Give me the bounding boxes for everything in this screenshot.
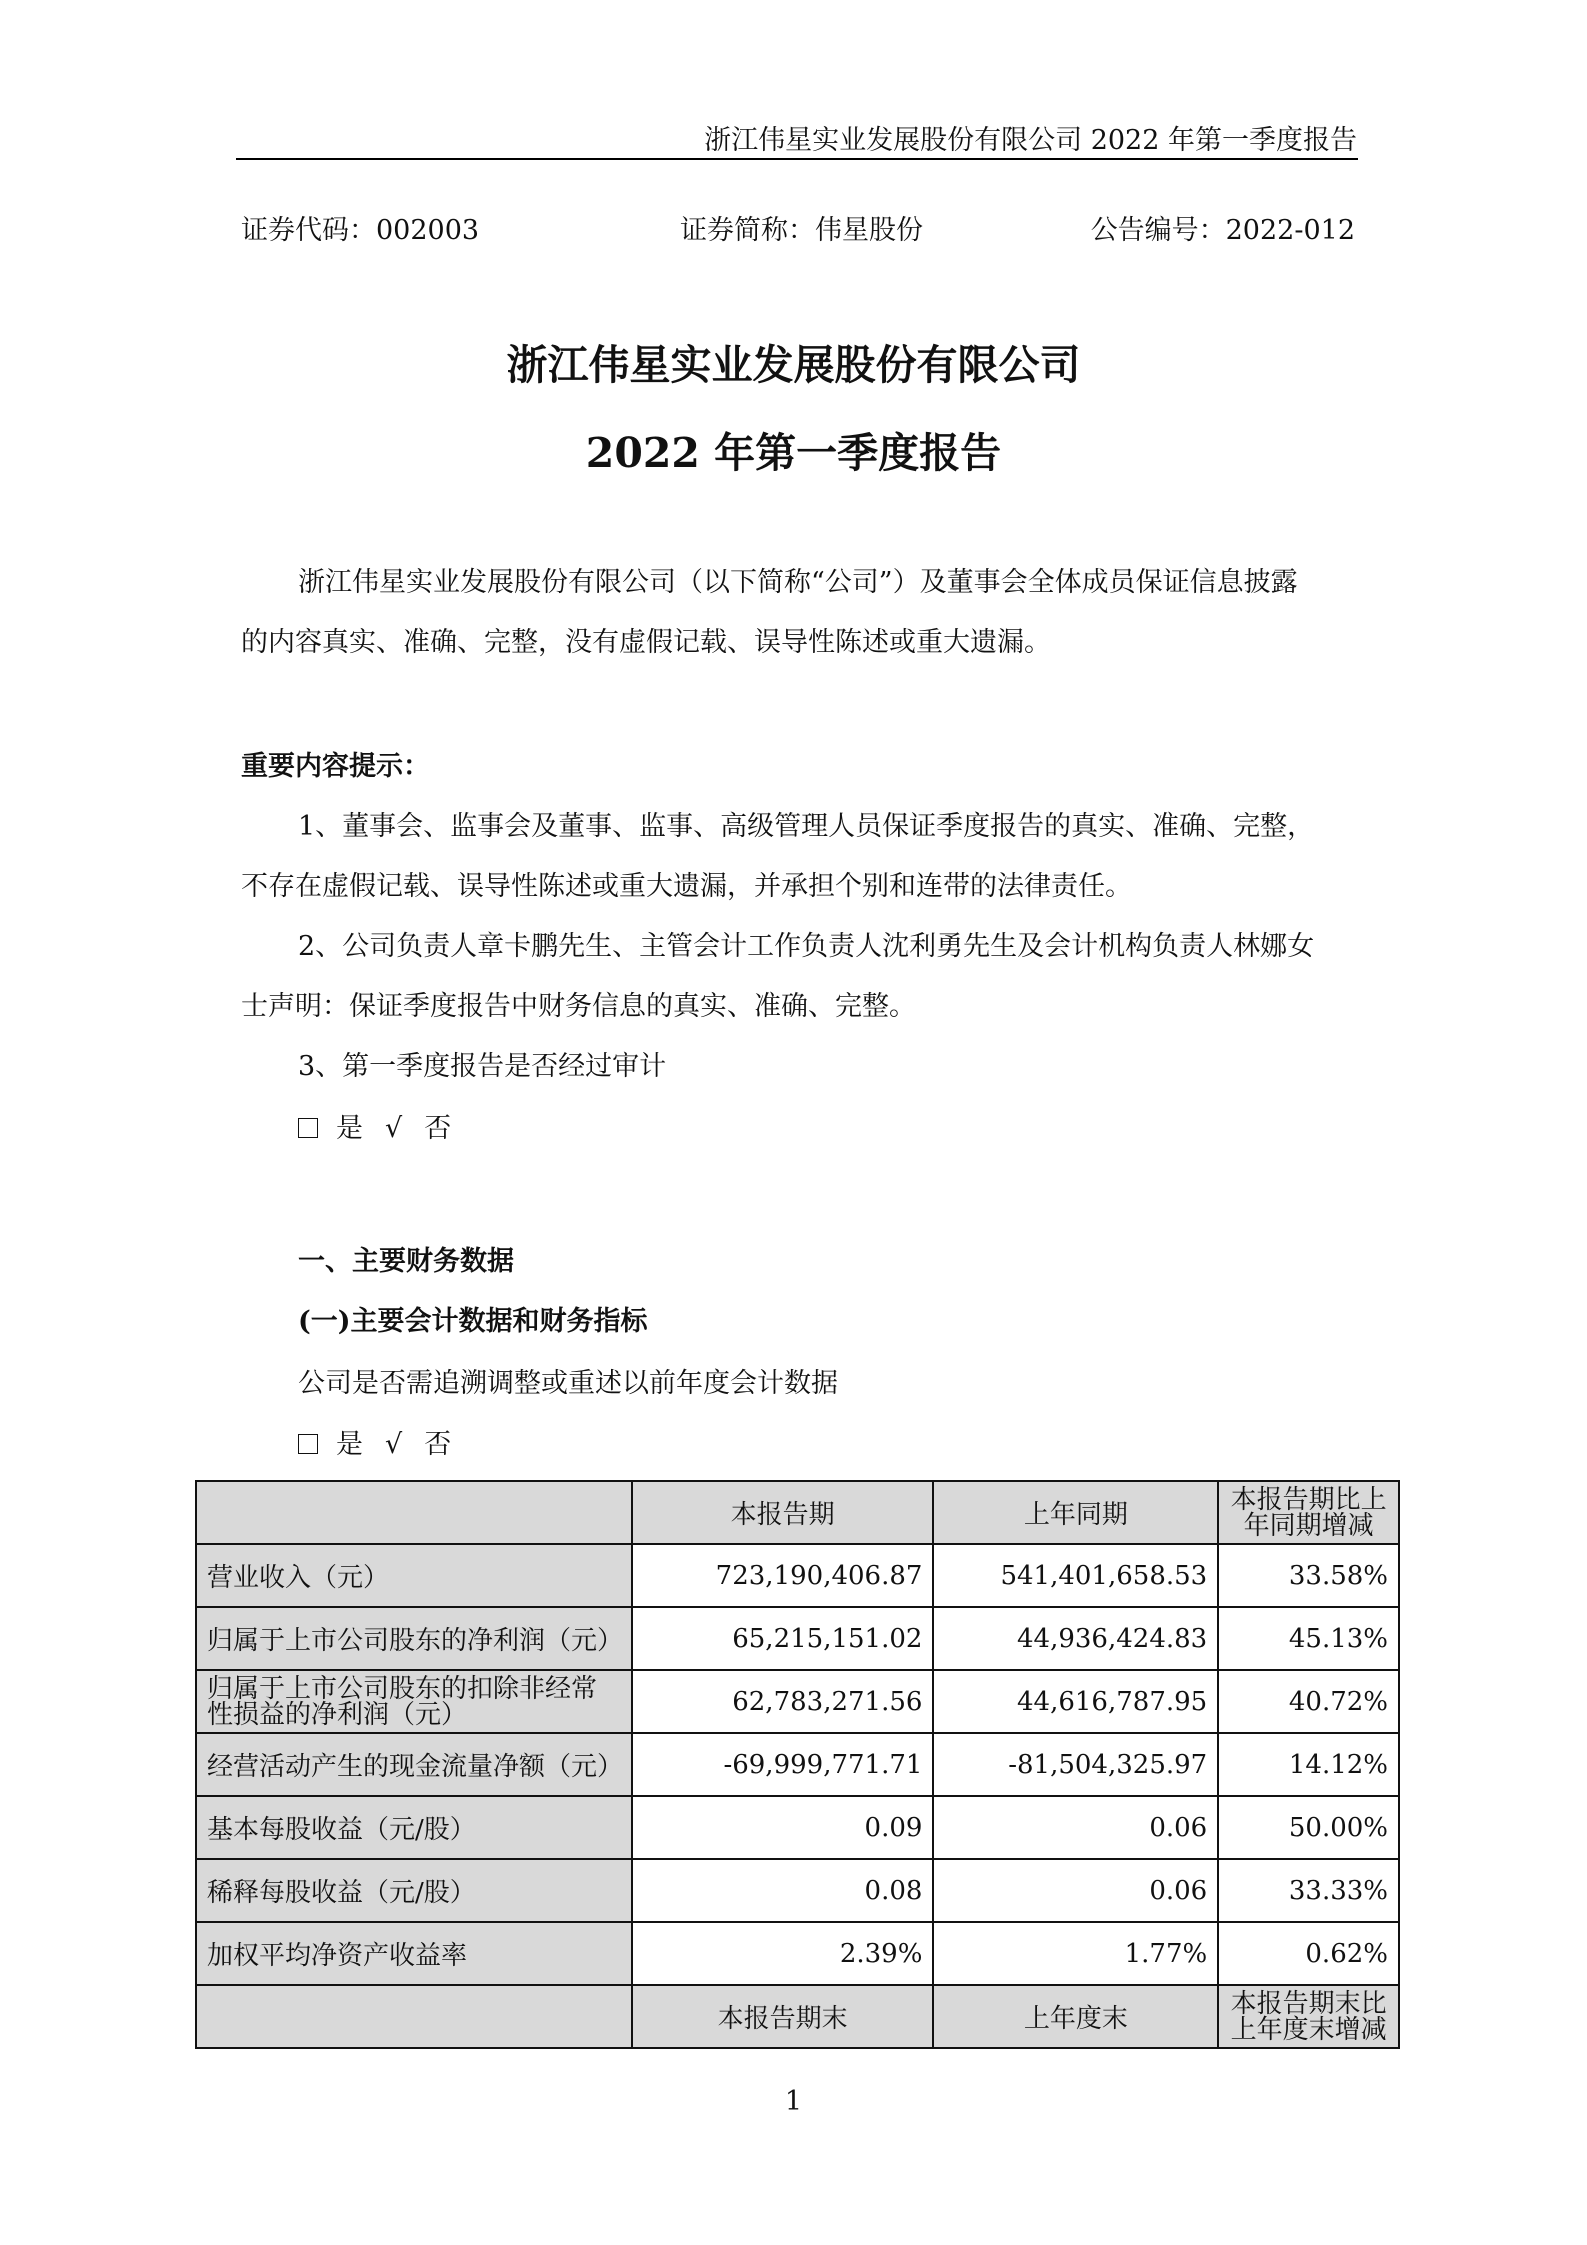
prior-value: 44,616,787.95 <box>933 1670 1218 1733</box>
yes-label: 是 <box>336 1429 363 1460</box>
header-rule <box>236 158 1358 160</box>
change-value: 50.00% <box>1218 1796 1399 1859</box>
check-mark-icon: √ <box>385 1429 403 1460</box>
notice-item-3: 3、第一季度报告是否经过审计 <box>298 1051 667 1082</box>
no-label: 否 <box>424 1429 452 1460</box>
document-title-report: 2022 年第一季度报告 <box>585 429 1002 477</box>
table-row <box>196 1733 1399 1796</box>
yes-label: 是 <box>336 1113 363 1144</box>
prior-value: 1.77% <box>933 1922 1218 1985</box>
checkbox-yes <box>298 1434 318 1454</box>
table-row <box>196 1796 1399 1859</box>
section-heading-financial-data: 一、主要财务数据 <box>298 1246 514 1277</box>
table-corner-cell <box>196 1481 632 1544</box>
prior-value: 0.06 <box>933 1796 1218 1859</box>
checkbox-yes <box>298 1118 318 1138</box>
change-value: 0.62% <box>1218 1922 1399 1985</box>
audit-choice <box>298 1099 451 1159</box>
intro-line-2: 的内容真实、准确、完整，没有虚假记载、误导性陈述或重大遗漏。 <box>241 627 1051 658</box>
subsection-heading: (一)主要会计数据和财务指标 <box>298 1306 648 1337</box>
prior-value: 541,401,658.53 <box>933 1544 1218 1607</box>
row-label: 归属于上市公司股东的净利润（元） <box>196 1607 632 1670</box>
current-value: 0.08 <box>632 1859 934 1922</box>
prior-value: 44,936,424.83 <box>933 1607 1218 1670</box>
restatement-choice <box>298 1415 451 1475</box>
no-label: 否 <box>424 1113 452 1144</box>
row-label: 营业收入（元） <box>196 1544 632 1607</box>
col-header-period-end: 本报告期末 <box>632 1985 934 2048</box>
check-mark-icon: √ <box>385 1113 403 1144</box>
table-row <box>196 1859 1399 1922</box>
table-row <box>196 1922 1399 1985</box>
col-header-change: 本报告期比上年同期增减 <box>1218 1481 1399 1544</box>
notice-number: 公告编号：2022-012 <box>1090 215 1355 246</box>
notice-item-1b: 不存在虚假记载、误导性陈述或重大遗漏，并承担个别和连带的法律责任。 <box>241 871 1132 902</box>
security-short-name: 证券简称：伟星股份 <box>680 215 923 246</box>
prior-value: -81,504,325.97 <box>933 1733 1218 1796</box>
running-header-title: 浙江伟星实业发展股份有限公司 2022 年第一季度报告 <box>704 125 1357 156</box>
current-value: 723,190,406.87 <box>632 1544 934 1607</box>
notice-heading: 重要内容提示： <box>241 751 430 782</box>
col-header-period-end-change: 本报告期末比上年度末增减 <box>1218 1985 1399 2048</box>
financial-data-table <box>195 1480 1400 2049</box>
table-corner-cell <box>196 1985 632 2048</box>
change-value: 33.58% <box>1218 1544 1399 1607</box>
prior-value: 0.06 <box>933 1859 1218 1922</box>
intro-line-1: 浙江伟星实业发展股份有限公司（以下简称“公司”）及董事会全体成员保证信息披露 <box>298 567 1298 598</box>
table-header-row <box>196 1481 1399 1544</box>
row-label: 经营活动产生的现金流量净额（元） <box>196 1733 632 1796</box>
row-label: 加权平均净资产收益率 <box>196 1922 632 1985</box>
change-value: 14.12% <box>1218 1733 1399 1796</box>
col-header-prior: 上年同期 <box>933 1481 1218 1544</box>
table-subheader-row <box>196 1985 1399 2048</box>
col-header-prior-year-end: 上年度末 <box>933 1985 1218 2048</box>
table-row <box>196 1544 1399 1607</box>
change-value: 40.72% <box>1218 1670 1399 1733</box>
row-label: 归属于上市公司股东的扣除非经常性损益的净利润（元） <box>196 1670 632 1733</box>
page-number: 1 <box>784 2086 803 2117</box>
restatement-question: 公司是否需追溯调整或重述以前年度会计数据 <box>298 1368 838 1399</box>
row-label: 稀释每股收益（元/股） <box>196 1859 632 1922</box>
table-row <box>196 1607 1399 1670</box>
current-value: -69,999,771.71 <box>632 1733 934 1796</box>
col-header-current: 本报告期 <box>632 1481 934 1544</box>
current-value: 65,215,151.02 <box>632 1607 934 1670</box>
current-value: 0.09 <box>632 1796 934 1859</box>
notice-item-2b: 士声明：保证季度报告中财务信息的真实、准确、完整。 <box>241 991 916 1022</box>
security-code: 证券代码：002003 <box>241 215 480 246</box>
current-value: 62,783,271.56 <box>632 1670 934 1733</box>
document-title-company: 浙江伟星实业发展股份有限公司 <box>506 341 1081 389</box>
table-row <box>196 1670 1399 1733</box>
change-value: 33.33% <box>1218 1859 1399 1922</box>
current-value: 2.39% <box>632 1922 934 1985</box>
change-value: 45.13% <box>1218 1607 1399 1670</box>
row-label: 基本每股收益（元/股） <box>196 1796 632 1859</box>
notice-item-1a: 1、董事会、监事会及董事、监事、高级管理人员保证季度报告的真实、准确、完整， <box>298 811 1315 842</box>
notice-item-2a: 2、公司负责人章卡鹏先生、主管会计工作负责人沈利勇先生及会计机构负责人林娜女 <box>298 931 1315 962</box>
